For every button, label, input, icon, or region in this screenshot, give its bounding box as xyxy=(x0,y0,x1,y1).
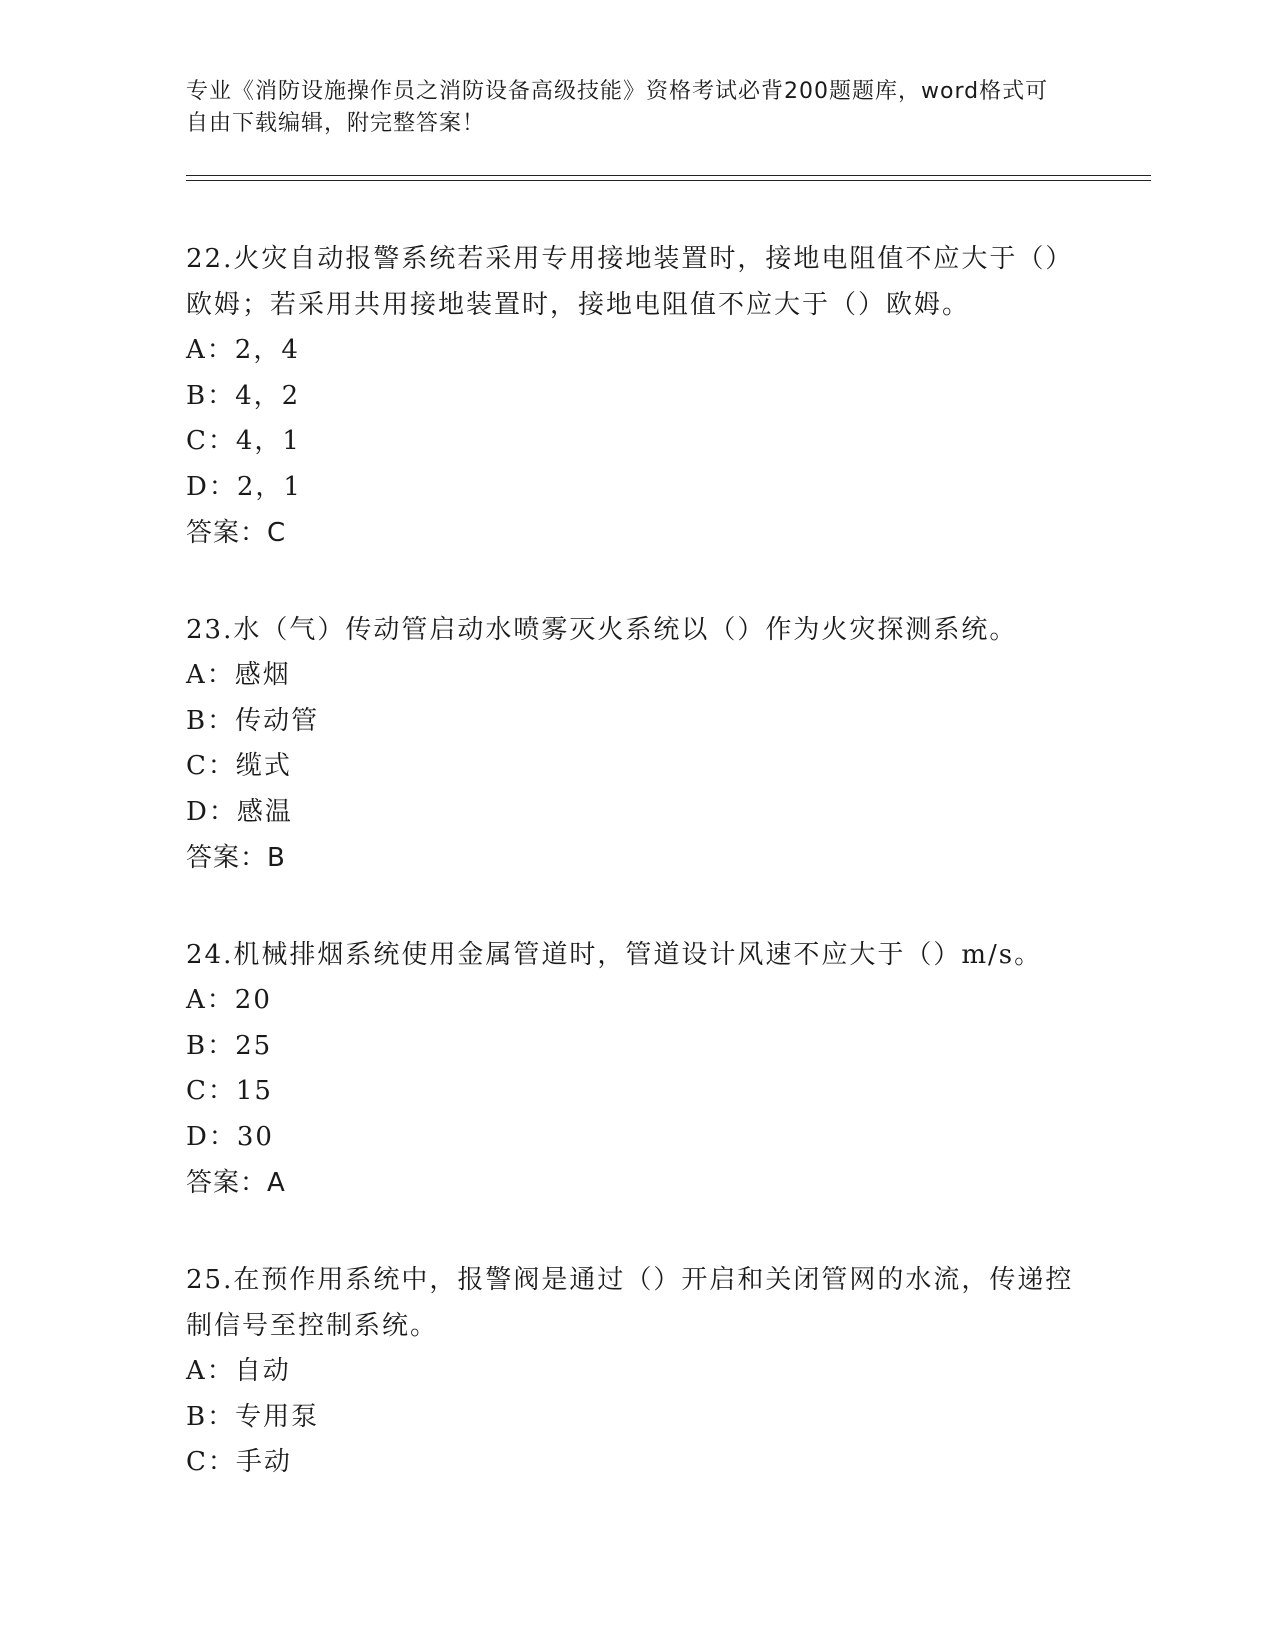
option-a: A：2，4 xyxy=(186,335,300,365)
option-b: B：4，2 xyxy=(186,380,301,411)
option-a: A：20 xyxy=(186,985,272,1015)
answer-line: 答案：A xyxy=(186,1168,286,1198)
question-list xyxy=(186,236,1086,1537)
option-a: A：自动 xyxy=(186,1356,291,1386)
option-c: C：15 xyxy=(186,1076,273,1106)
option-c: C：4，1 xyxy=(186,426,301,456)
header-rule-top xyxy=(186,175,1151,176)
option-b: B：25 xyxy=(186,1030,273,1061)
question-stem: 23.水（气）传动管启动水喷雾灭火系统以（）作为火灾探测系统。 xyxy=(186,615,1018,645)
option-b: B：专用泵 xyxy=(186,1401,320,1432)
option-d: D：30 xyxy=(186,1121,274,1152)
option-d: D：2，1 xyxy=(186,471,302,502)
question-23 xyxy=(186,607,1086,881)
answer-line: 答案：C xyxy=(186,518,287,548)
question-24 xyxy=(186,932,1086,1206)
option-a: A：感烟 xyxy=(186,660,291,690)
question-stem: 24.机械排烟系统使用金属管道时，管道设计风速不应大于（）m/s。 xyxy=(186,940,1043,970)
answer-line: 答案：B xyxy=(186,843,286,873)
question-stem: 22.火灾自动报警系统若采用专用接地装置时，接地电阻值不应大于（）欧姆；若采用共用接地装置时，接地电阻值不应大于（）欧姆。 xyxy=(186,244,1074,320)
option-c: C：缆式 xyxy=(186,751,292,781)
option-c: C：手动 xyxy=(186,1447,292,1477)
header-rule-bottom xyxy=(186,180,1151,181)
option-d: D：感温 xyxy=(186,796,293,827)
option-b: B：传动管 xyxy=(186,705,320,736)
question-stem: 25.在预作用系统中，报警阀是通过（）开启和关闭管网的水流，传递控制信号至控制系统。 xyxy=(186,1265,1074,1341)
question-22 xyxy=(186,236,1086,556)
document-header: 专业《消防设施操作员之消防设备高级技能》资格考试必背200题题库，word格式可自由下载编辑，附完整答案！ xyxy=(186,79,1049,136)
question-25 xyxy=(186,1257,1086,1486)
